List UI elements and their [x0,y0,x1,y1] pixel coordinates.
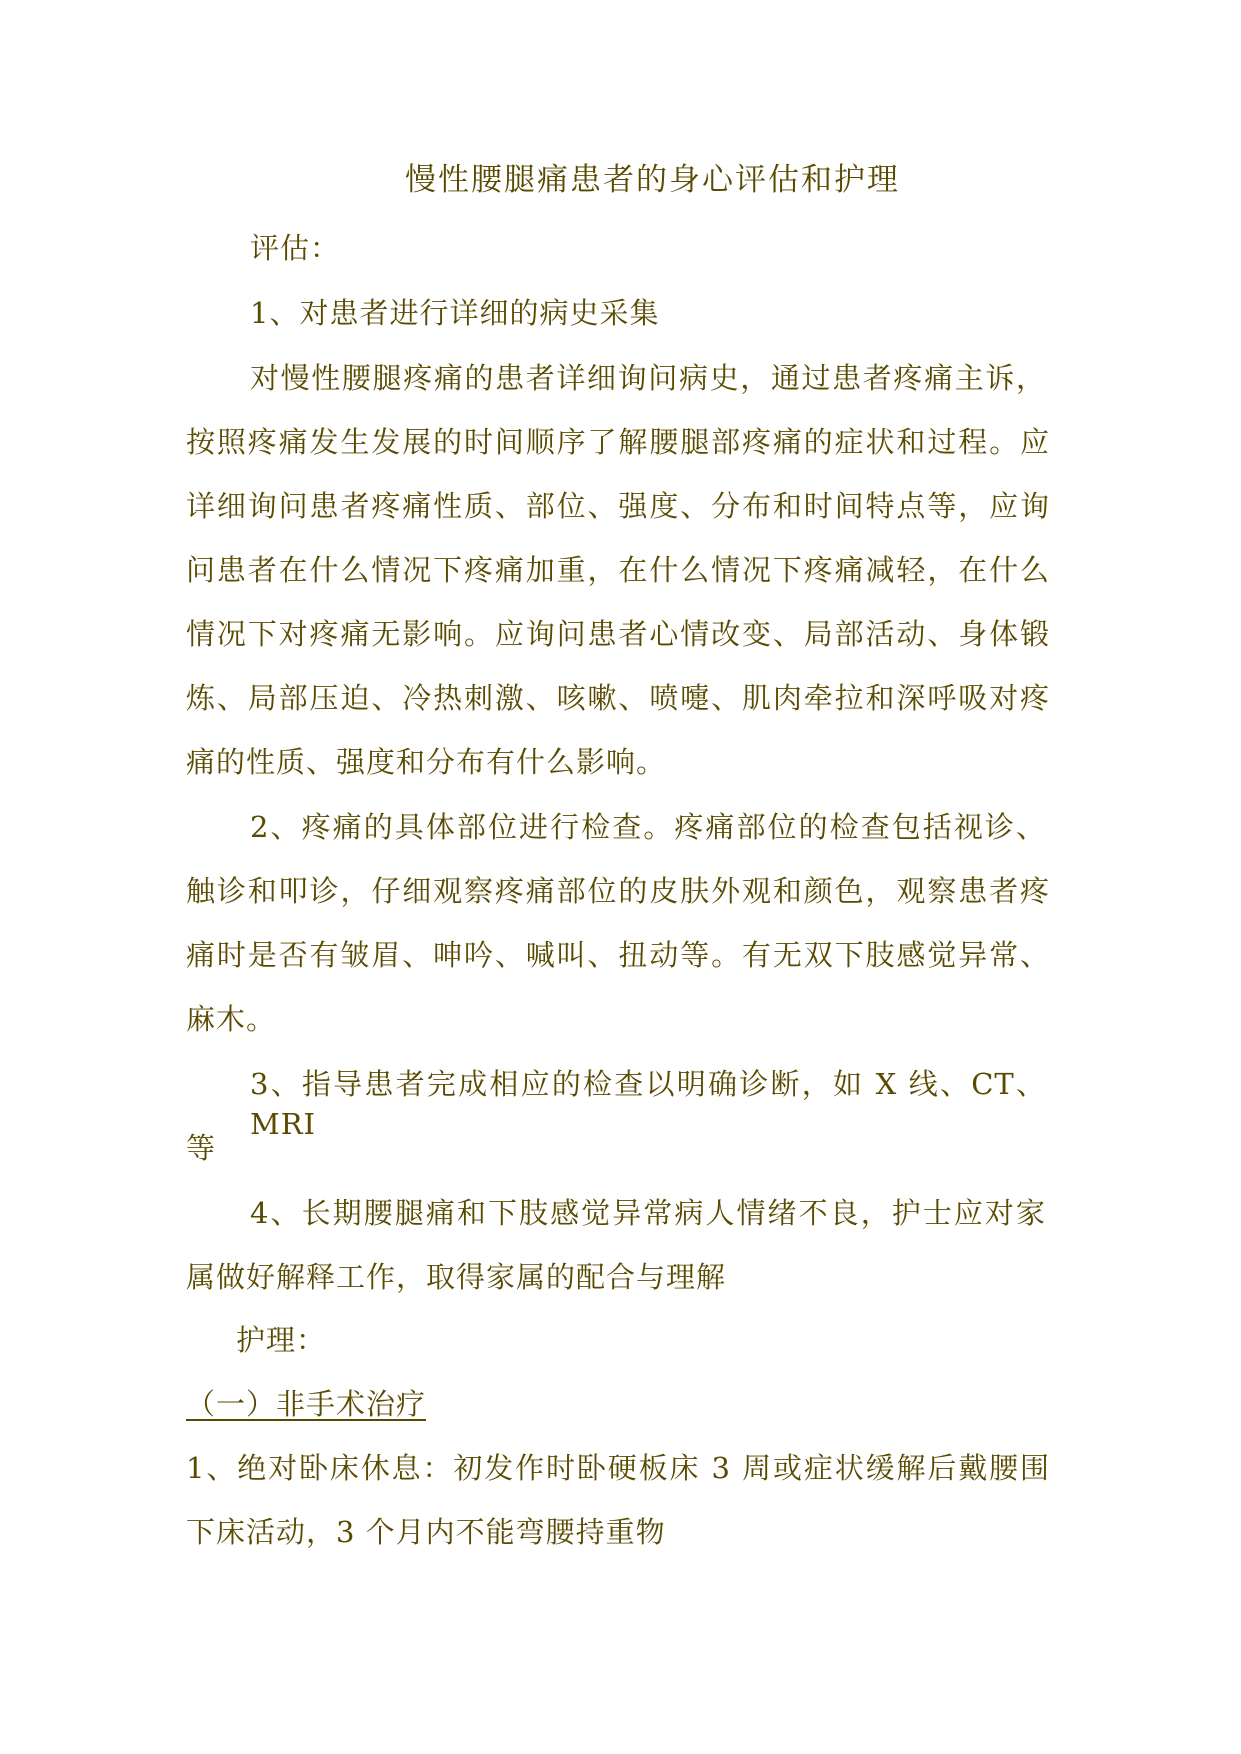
item1-line-5: 情况下对疼痛无影响。应询问患者心情改变、局部活动、身体锻 [186,617,1050,651]
item1-line-3: 详细询问患者疼痛性质、部位、强度、分布和时间特点等，应询 [186,489,1050,523]
item1-line-6: 炼、局部压迫、冷热刺激、咳嗽、喷嚏、肌肉牵拉和深呼吸对疼 [186,681,1050,715]
item2-line-4: 麻木。 [186,1002,277,1036]
nonsurgical-heading: （一）非手术治疗 [186,1387,427,1421]
item2-line-3: 痛时是否有皱眉、呻吟、喊叫、扭动等。有无双下肢感觉异常、 [186,938,1050,972]
assessment-heading: 评估： [250,231,341,265]
item1-heading: 1、对患者进行详细的病史采集 [250,296,660,330]
nursing-heading: 护理： [236,1323,327,1357]
item1-line-2: 按照疼痛发生发展的时间顺序了解腰腿部疼痛的症状和过程。应 [186,425,1050,459]
item3-line-1: 3、指导患者完成相应的检查以明确诊断，如 X 线、CT、MRI [250,1067,1046,1141]
item3-line-2: 等 [186,1131,217,1165]
item2-line-2: 触诊和叩诊，仔细观察疼痛部位的皮肤外观和颜色，观察患者疼 [186,874,1050,908]
nonsurgical-item1-line-1: 1、绝对卧床休息：初发作时卧硬板床 3 周或症状缓解后戴腰围 [186,1451,1050,1485]
nonsurgical-item1-line-2: 下床活动，3 个月内不能弯腰持重物 [186,1515,666,1549]
page-title: 慢性腰腿痛患者的身心评估和护理 [405,162,900,198]
item4-line-1: 4、长期腰腿痛和下肢感觉异常病人情绪不良，护士应对家 [250,1196,1046,1230]
item1-line-7: 痛的性质、强度和分布有什么影响。 [186,745,667,779]
item1-line-1: 对慢性腰腿疼痛的患者详细询问病史，通过患者疼痛主诉， [250,361,1046,395]
item1-line-4: 问患者在什么情况下疼痛加重，在什么情况下疼痛减轻，在什么 [186,553,1050,587]
item2-line-1: 2、疼痛的具体部位进行检查。疼痛部位的检查包括视诊、 [250,810,1046,844]
item4-line-2: 属做好解释工作，取得家属的配合与理解 [186,1260,727,1294]
